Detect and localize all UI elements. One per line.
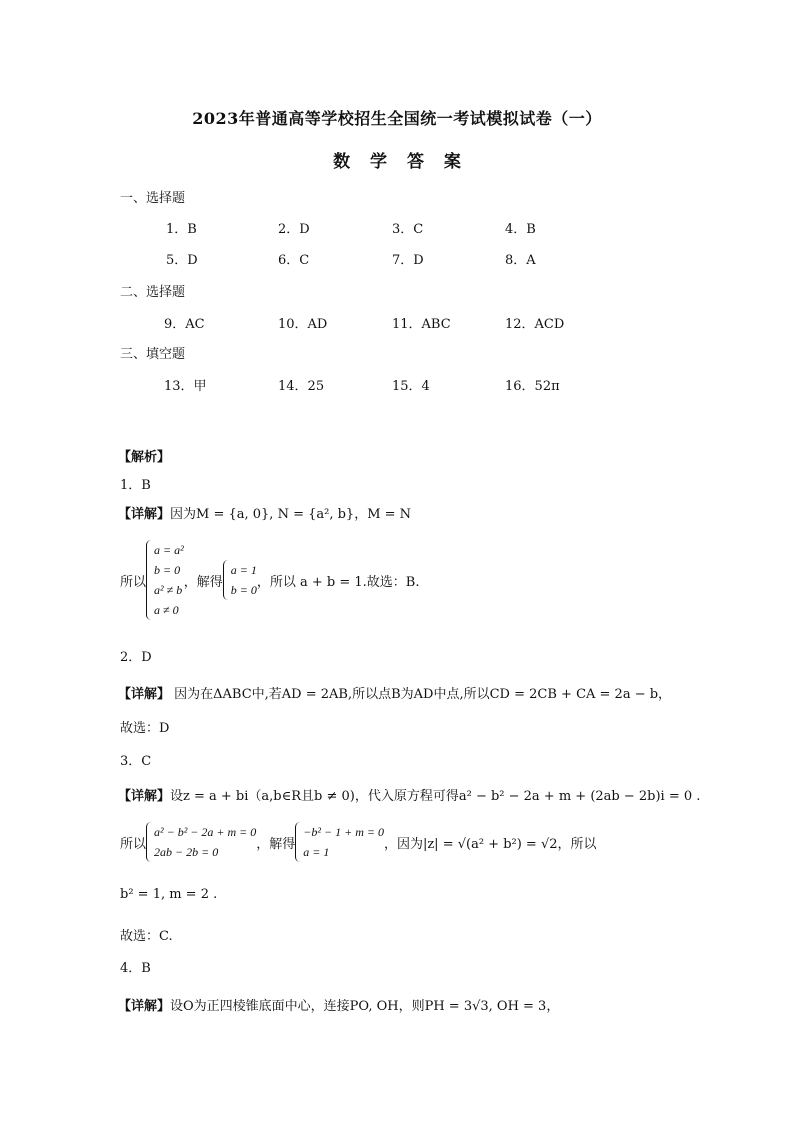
- section-heading-choice: 一、选择题: [120, 191, 186, 206]
- q1-number: 1．B: [120, 478, 151, 493]
- q1-sys1-line: a² ≠ b: [154, 583, 183, 597]
- answer-6: 6．C: [278, 253, 310, 268]
- q3-sys2-line: −b² − 1 + m = 0: [303, 825, 384, 839]
- q3-sys1-line: a² − b² − 2a + m = 0: [154, 825, 257, 839]
- answer-9: 9．AC: [164, 317, 205, 332]
- q1-detail-line1: 因为M = {a, 0}, N = {a², b}，M = N: [170, 507, 412, 522]
- answer-4: 4．B: [505, 222, 536, 237]
- q2-number: 2．D: [120, 650, 152, 665]
- q3-number: 3．C: [120, 754, 152, 769]
- q4-detail: [118, 995, 559, 1014]
- q1-detail: [118, 503, 411, 522]
- answer-3: 3．C: [392, 222, 424, 237]
- answer-12: 12．ACD: [505, 317, 565, 332]
- answer-1: 1．B: [166, 222, 197, 237]
- q2-choice: 故选：D: [120, 721, 170, 736]
- q1-system-2: [223, 560, 257, 600]
- section-heading-fill-blank: 三、填空题: [120, 347, 186, 362]
- q1-mid: ，解得: [183, 574, 223, 590]
- q3-system-1: [146, 822, 256, 862]
- q3-detail: [118, 785, 700, 804]
- q3-solution: [120, 822, 597, 862]
- q1-sys1-line: a ≠ 0: [154, 603, 179, 617]
- q1-system-1: [146, 540, 184, 620]
- answer-10: 10．AD: [278, 317, 328, 332]
- q1-prefix: 所以: [120, 574, 147, 590]
- q3-choice: 故选：C.: [120, 929, 173, 944]
- q2-detail-label: 【详解】: [118, 687, 171, 702]
- page-subtitle: 数 学 答 案: [333, 152, 461, 172]
- q1-sys1-line: b = 0: [154, 563, 181, 577]
- answer-15: 15．4: [392, 379, 430, 394]
- q1-sys2-line: b = 0: [230, 583, 257, 597]
- answer-14: 14．25: [278, 379, 325, 394]
- section-heading-multi-choice: 二、选择题: [120, 285, 186, 300]
- q2-detail: [118, 683, 671, 702]
- q3-suffix: ，因为|z| = √(a² + b²) = √2，所以: [383, 836, 597, 852]
- q1-detail-label: 【详解】: [118, 507, 171, 522]
- q3-system-2: [295, 822, 384, 862]
- q4-detail-label: 【详解】: [118, 999, 171, 1014]
- q3-result: b² = 1, m = 2 .: [120, 887, 218, 902]
- q3-sys1-line: 2ab − 2b = 0: [154, 845, 219, 859]
- q1-sys2-line: a = 1: [230, 563, 257, 577]
- q3-mid: ，解得: [256, 836, 296, 852]
- answer-5: 5．D: [166, 253, 198, 268]
- analysis-heading: 【解析】: [118, 450, 171, 465]
- answer-16: 16．52π: [505, 379, 560, 394]
- page-title: 2023年普通高等学校招生全国统一考试模拟试卷（一）: [192, 109, 602, 128]
- q3-detail-line1: 设z = a + bi（a,b∈R且b ≠ 0)，代入原方程可得a² − b² − 2a + m + (2ab − 2b)i = 0 .: [170, 789, 701, 804]
- answer-8: 8．A: [505, 253, 536, 268]
- q3-sys2-line: a = 1: [303, 845, 330, 859]
- q3-prefix: 所以: [120, 836, 147, 852]
- q1-solution: [120, 540, 419, 620]
- answer-13: 13．甲: [164, 379, 207, 394]
- q3-detail-label: 【详解】: [118, 789, 171, 804]
- q4-number: 4．B: [120, 961, 151, 976]
- q1-suffix: ，所以 a + b = 1.故选：B.: [256, 574, 420, 590]
- answer-11: 11．ABC: [392, 317, 451, 332]
- q2-detail-line1: 因为在ΔABC中,若AD = 2AB,所以点B为AD中点,所以CD = 2CB + CA = 2a − b，: [170, 687, 672, 702]
- q4-detail-line1: 设O为正四棱锥底面中心，连接PO, OH，则PH = 3√3, OH = 3，: [170, 999, 560, 1014]
- q1-sys1-line: a = a²: [154, 543, 184, 557]
- answer-2: 2．D: [278, 222, 310, 237]
- answer-7: 7．D: [392, 253, 424, 268]
